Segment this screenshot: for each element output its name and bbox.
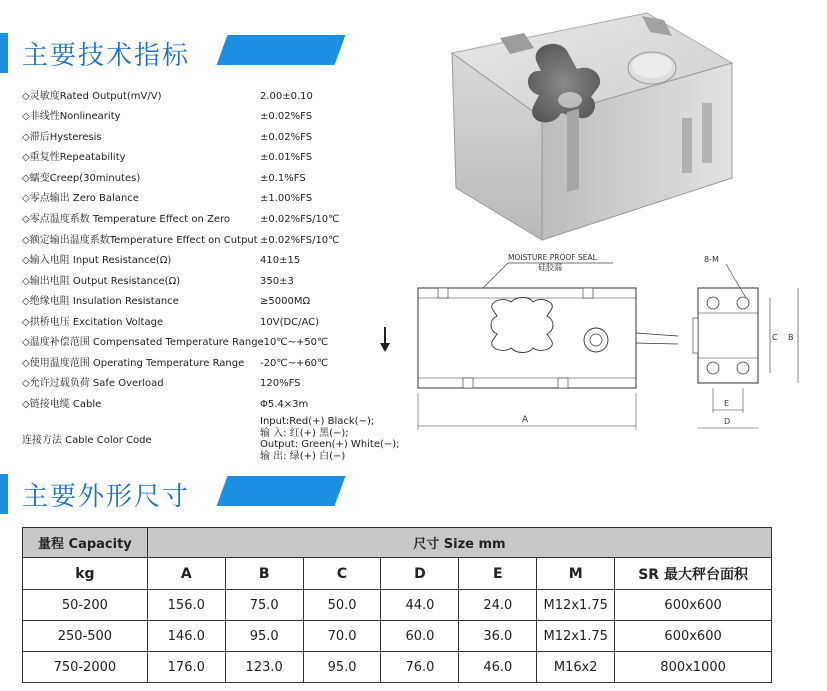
- spec-label: ◇零点输出 Zero Balance: [22, 193, 139, 204]
- table-cell: 60.0: [381, 621, 459, 652]
- load-arrow-icon: [378, 325, 392, 353]
- table-cell: 250-500: [23, 621, 148, 652]
- column-header: A: [147, 558, 225, 590]
- dimension-table: [22, 527, 772, 683]
- capacity-header: 量程 Capacity: [23, 528, 148, 558]
- spec-value: 10V(DC/AC): [260, 317, 320, 328]
- table-cell: 176.0: [147, 652, 225, 683]
- table-cell: 95.0: [225, 621, 303, 652]
- column-header: E: [459, 558, 537, 590]
- table-cell: 46.0: [459, 652, 537, 683]
- spec-label: ◇绝缘电阻 Insulation Resistance: [22, 296, 179, 307]
- table-cell: 123.0: [225, 652, 303, 683]
- dim-b-label: B: [788, 333, 794, 342]
- table-row: [23, 652, 772, 683]
- table-column-row: [23, 558, 772, 590]
- spec-value: ±0.1%FS: [260, 173, 306, 184]
- spec-value: ±0.02%FS/10℃: [260, 214, 340, 225]
- spec-value: Φ5.4×3m: [260, 399, 309, 410]
- spec-label: ◇零点温度系数 Temperature Effect on Zero: [22, 214, 230, 225]
- spec-label: ◇灵敏度Rated Output(mV/V): [22, 91, 162, 102]
- spec-value: 410±15: [260, 255, 301, 266]
- column-header: kg: [23, 558, 148, 590]
- cable-line: 输 出: 绿(+) 白(−): [260, 450, 346, 462]
- spec-value: 350±3: [260, 276, 294, 287]
- spec-value: ±0.02%FS: [260, 111, 313, 122]
- table-cell: 76.0: [381, 652, 459, 683]
- table-cell: 36.0: [459, 621, 537, 652]
- spec-value: 120%FS: [260, 378, 301, 389]
- dim-c-label: C: [772, 333, 778, 342]
- section-header-specs: [0, 33, 360, 73]
- load-cell-photo: [442, 8, 742, 248]
- table-cell: 95.0: [303, 652, 381, 683]
- table-cell: 600x600: [615, 621, 772, 652]
- spec-label: ◇输入电阻 Input Resistance(Ω): [22, 255, 172, 266]
- table-cell: M12x1.75: [537, 590, 615, 621]
- dim-m-label: 8-M: [704, 255, 719, 264]
- technical-drawing: [408, 248, 823, 443]
- section-title: 主要外形尺寸: [22, 482, 191, 512]
- column-header: C: [303, 558, 381, 590]
- spec-value: ≥5000MΩ: [260, 296, 311, 307]
- cable-line: Input:Red(+) Black(−);: [260, 416, 375, 427]
- column-header: SR 最大秤台面积: [615, 558, 772, 590]
- table-header-row: [23, 528, 772, 558]
- spec-value: -20℃~+60℃: [260, 358, 329, 369]
- section-title: 主要技术指标: [22, 41, 191, 71]
- table-cell: 50-200: [23, 590, 148, 621]
- spec-label: ◇允许过载负荷 Safe Overload: [22, 378, 164, 389]
- table-cell: 156.0: [147, 590, 225, 621]
- spec-label: ◇非线性Nonlinearity: [22, 111, 121, 122]
- spec-label: ◇使用温度范围 Operating Temperature Range: [22, 358, 245, 369]
- spec-label: ◇输出电阻 Output Resistance(Ω): [22, 276, 181, 287]
- spec-label: ◇拱桥电压 Excitation Voltage: [22, 317, 164, 328]
- table-cell: 75.0: [225, 590, 303, 621]
- table-cell: M16x2: [537, 652, 615, 683]
- column-header: M: [537, 558, 615, 590]
- table-cell: 50.0: [303, 590, 381, 621]
- spec-value: ±0.01%FS: [260, 152, 313, 163]
- spec-label: ◇链接电缆 Cable: [22, 399, 102, 410]
- spec-label: ◇额定输出温度系数Temperature Effect on Cutput: [22, 235, 258, 246]
- spec-label: ◇滞后Hysteresis: [22, 132, 102, 143]
- spec-label: ◇重复性Repeatability: [22, 152, 126, 163]
- table-row: [23, 621, 772, 652]
- section-tab-decoration: [217, 35, 346, 65]
- table-cell: 70.0: [303, 621, 381, 652]
- table-row: [23, 590, 772, 621]
- spec-value: 2.00±0.10: [260, 91, 313, 102]
- table-cell: 44.0: [381, 590, 459, 621]
- cable-color-code-label: 连接方法 Cable Color Code: [22, 435, 152, 446]
- size-header: 尺寸 Size mm: [147, 528, 771, 558]
- table-cell: 750-2000: [23, 652, 148, 683]
- seal-label: MOISTURE PROOF SEAL: [508, 253, 597, 262]
- seal-label-cn: 硅胶漏: [538, 263, 562, 272]
- cable-line: 输 入: 红(+) 黑(−);: [260, 427, 349, 439]
- table-cell: 600x600: [615, 590, 772, 621]
- spec-label: ◇蠕变Creep(30minutes): [22, 173, 141, 184]
- cable-color-code-lines: [260, 416, 400, 462]
- section-accent-bar: [0, 33, 8, 73]
- spec-value: ±0.02%FS: [260, 132, 313, 143]
- table-cell: 146.0: [147, 621, 225, 652]
- section-accent-bar: [0, 474, 8, 514]
- dim-a-label: A: [522, 415, 529, 425]
- column-header: D: [381, 558, 459, 590]
- spec-value: -10℃~+50℃: [260, 337, 329, 348]
- table-cell: 800x1000: [615, 652, 772, 683]
- dim-d-label: D: [724, 417, 731, 426]
- spec-value: ±0.02%FS/10℃: [260, 235, 340, 246]
- dim-e-label: E: [724, 399, 730, 408]
- table-cell: M12x1.75: [537, 621, 615, 652]
- spec-label: ◇温度补偿范围 Compensated Temperature Range: [22, 337, 264, 348]
- section-tab-decoration: [217, 476, 346, 506]
- spec-value: ±1.00%FS: [260, 193, 313, 204]
- cable-line: Output: Green(+) White(−);: [260, 439, 400, 450]
- table-cell: 24.0: [459, 590, 537, 621]
- column-header: B: [225, 558, 303, 590]
- section-header-dimensions: [0, 474, 360, 514]
